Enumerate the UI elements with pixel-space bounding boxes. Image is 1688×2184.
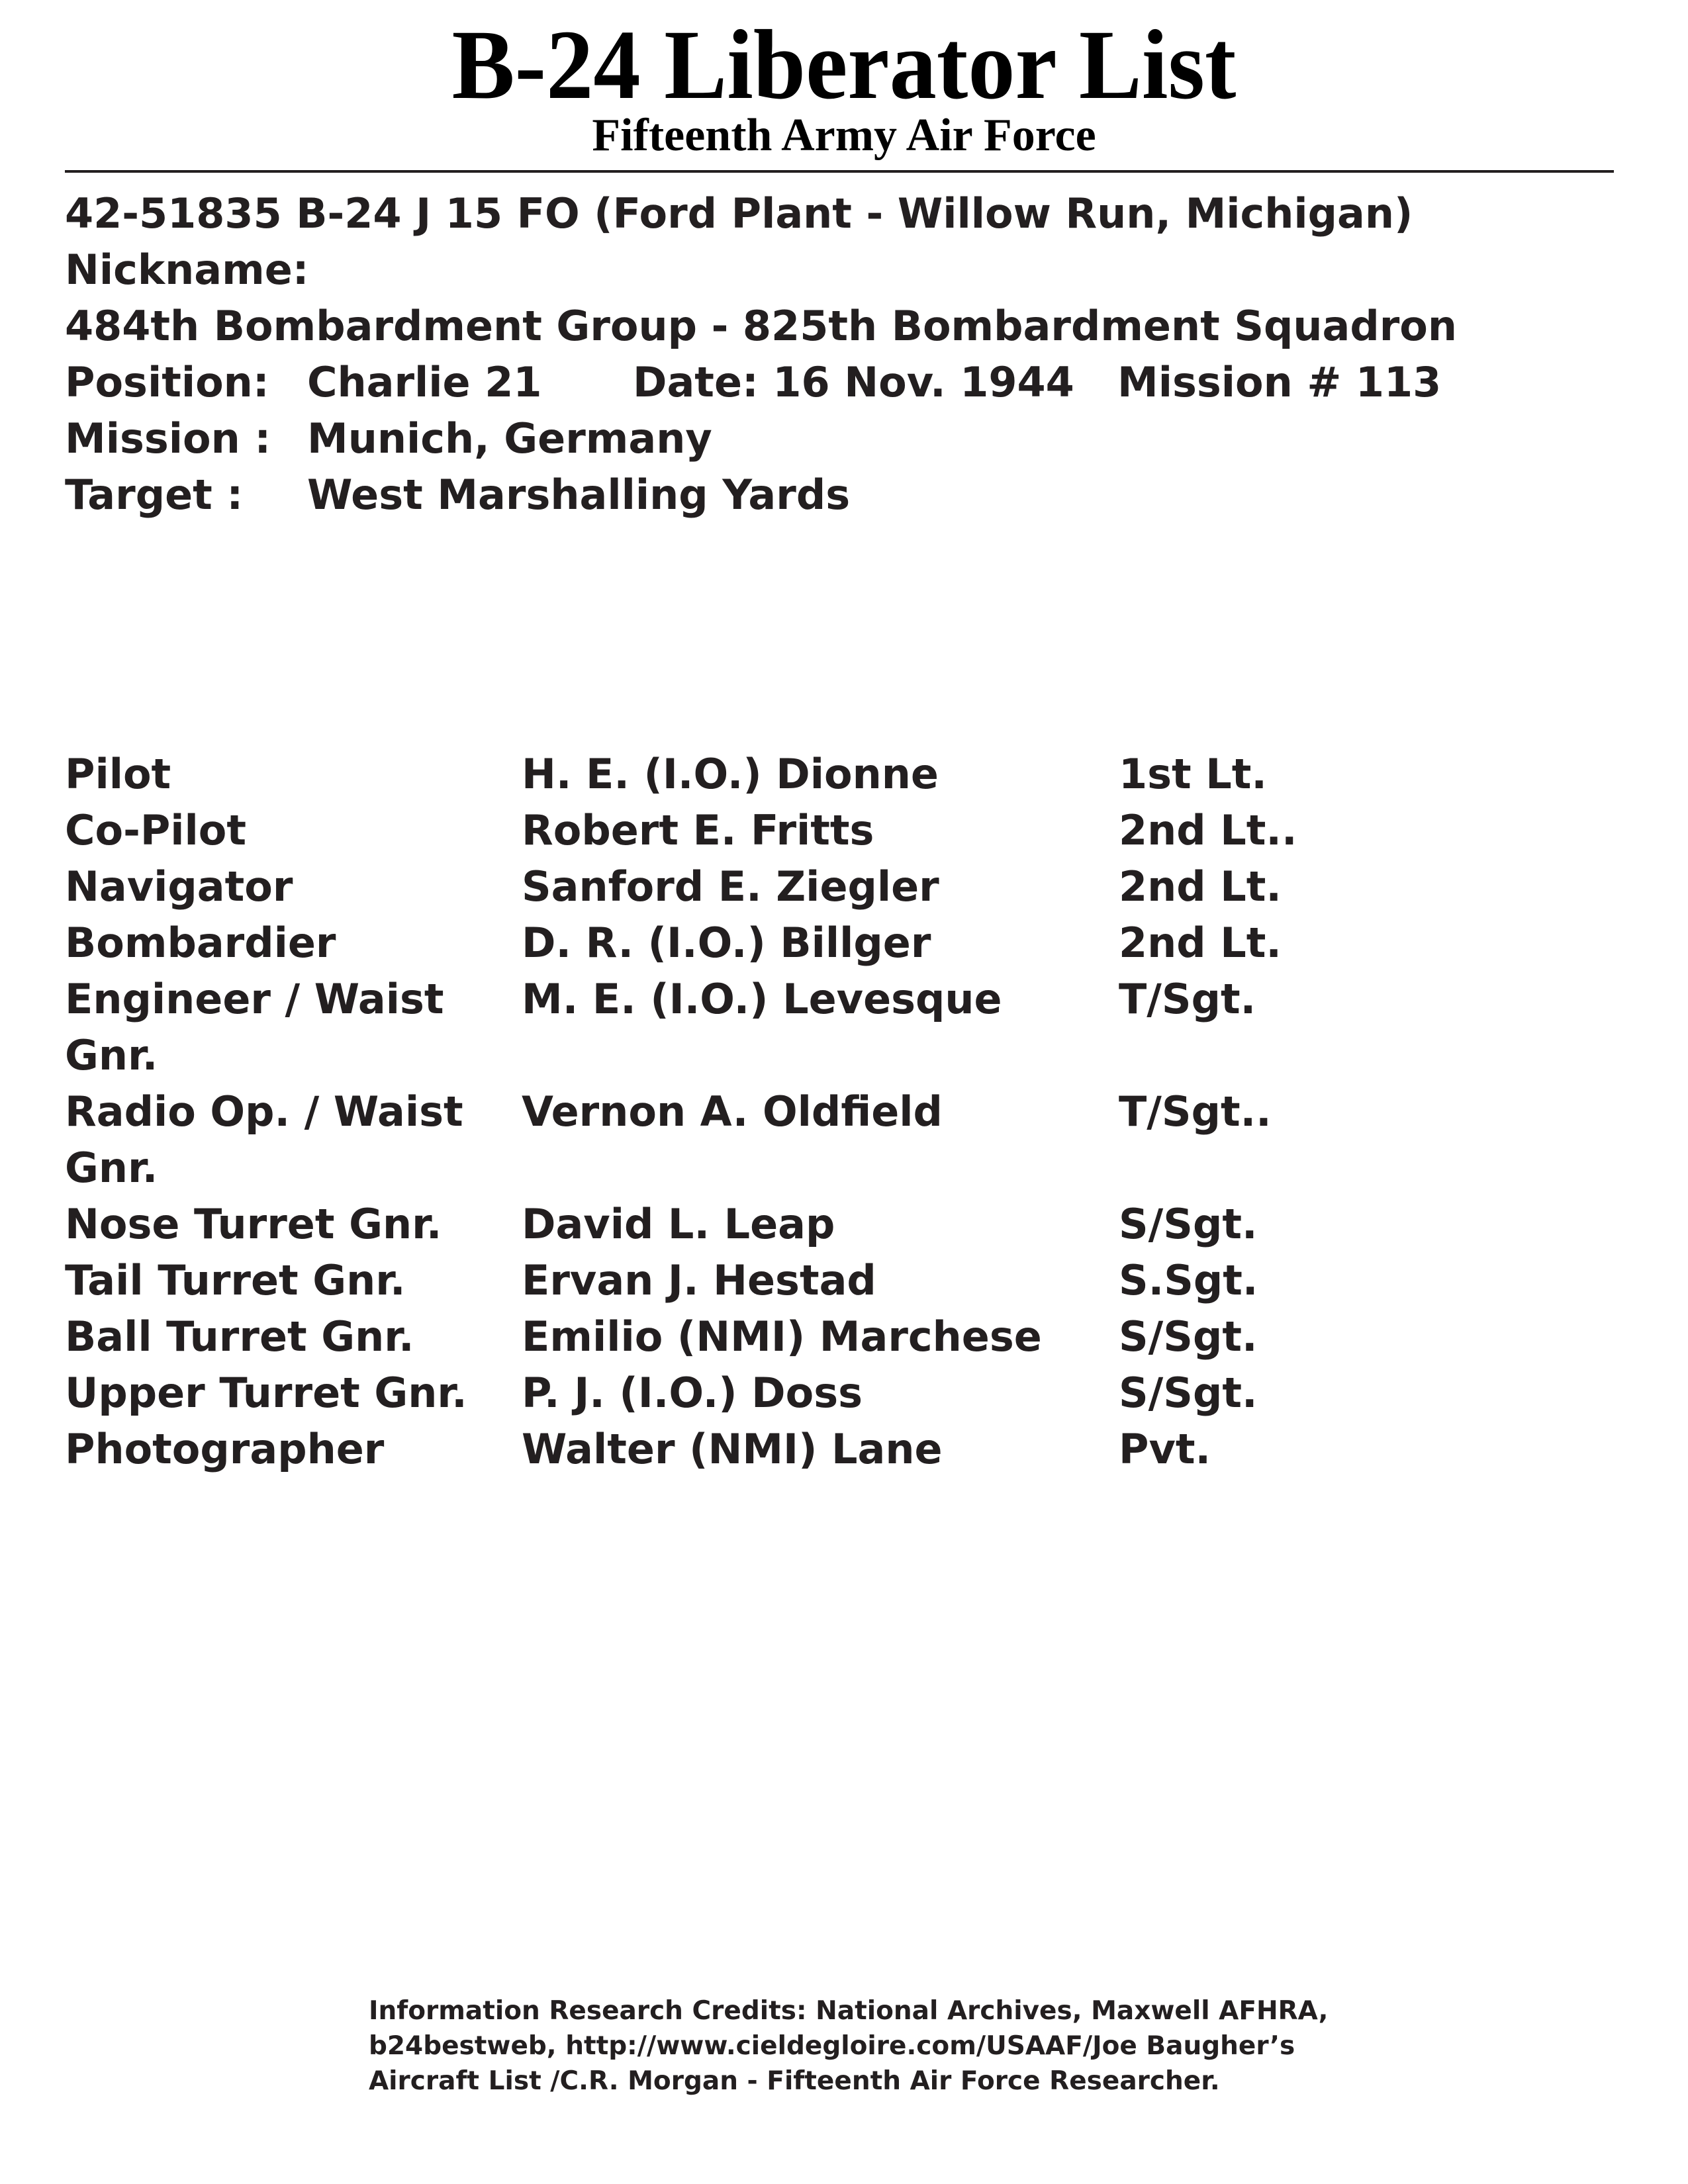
crew-position: Pilot <box>65 750 171 798</box>
crew-rank: S/Sgt. <box>1119 1312 1258 1361</box>
crew-rank: S/Sgt. <box>1119 1200 1258 1248</box>
nickname-label: Nickname: <box>65 246 309 294</box>
crew-position: Photographer <box>65 1425 385 1473</box>
page-subtitle: Fifteenth Army Air Force <box>592 110 1096 161</box>
crew-row <box>65 1252 1258 1308</box>
crew-row <box>65 802 1297 858</box>
credits-line: b24bestweb, http://www.cieldegloire.com/USAAF/Joe Baugher’s <box>369 2031 1295 2061</box>
mission-value: Munich, Germany <box>307 414 712 463</box>
crew-row <box>65 1196 1258 1252</box>
crew-row <box>65 915 1282 971</box>
crew-row <box>65 1365 1258 1421</box>
serial-line: 42-51835 B-24 J 15 FO (Ford Plant - Willow Run, Michigan) <box>65 189 1413 238</box>
research-credits <box>369 1993 1428 2099</box>
crew-row <box>65 971 1256 1083</box>
crew-position: Upper Turret Gnr. <box>65 1369 467 1417</box>
aircraft-info <box>65 185 1457 523</box>
crew-rank: 2nd Lt. <box>1119 862 1282 911</box>
crew-rank: S/Sgt. <box>1119 1369 1258 1417</box>
crew-position: Navigator <box>65 862 293 911</box>
crew-name: Ervan J. Hestad <box>522 1256 876 1304</box>
crew-rank: S.Sgt. <box>1119 1256 1258 1304</box>
unit-line: 484th Bombardment Group - 825th Bombardment Squadron <box>65 302 1458 350</box>
crew-rank: 2nd Lt.. <box>1119 806 1297 854</box>
target-value: West Marshalling Yards <box>307 471 851 519</box>
credits-line: Information Research Credits: National Archives, Maxwell AFHRA, <box>369 1996 1329 2026</box>
crew-position: Co-Pilot <box>65 806 247 854</box>
page-title: B-24 Liberator List <box>451 10 1237 120</box>
mission-date: Date: 16 Nov. 1944 <box>633 358 1074 406</box>
crew-position: Tail Turret Gnr. <box>65 1256 406 1304</box>
crew-position: Bombardier <box>65 919 336 967</box>
crew-name: Sanford E. Ziegler <box>522 862 939 911</box>
credits-line: Aircraft List /C.R. Morgan - Fifteenth Air Force Researcher. <box>369 2066 1220 2096</box>
target-label: Target : <box>65 471 244 519</box>
crew-name: M. E. (I.O.) Levesque <box>522 975 1002 1023</box>
crew-row <box>65 1083 1272 1196</box>
crew-row <box>65 746 1267 802</box>
crew-name: David L. Leap <box>522 1200 835 1248</box>
position-value: Charlie 21 <box>307 358 542 406</box>
mission-line <box>65 410 1457 467</box>
position-line <box>65 354 1457 410</box>
crew-rank: 1st Lt. <box>1119 750 1267 798</box>
crew-position: Radio Op. / Waist Gnr. <box>65 1087 463 1192</box>
target-line <box>65 467 1457 523</box>
title-divider <box>65 170 1614 173</box>
crew-name: Vernon A. Oldfield <box>522 1087 943 1136</box>
crew-name: Walter (NMI) Lane <box>522 1425 943 1473</box>
nickname-line <box>65 242 1457 298</box>
crew-name: Robert E. Fritts <box>522 806 874 854</box>
crew-name: D. R. (I.O.) Billger <box>522 919 931 967</box>
crew-position: Nose Turret Gnr. <box>65 1200 442 1248</box>
crew-row <box>65 1308 1258 1365</box>
crew-list <box>65 746 1297 1477</box>
crew-name: H. E. (I.O.) Dionne <box>522 750 939 798</box>
crew-position: Engineer / Waist Gnr. <box>65 975 444 1079</box>
crew-name: P. J. (I.O.) Doss <box>522 1369 863 1417</box>
position-label: Position: <box>65 358 269 406</box>
mission-label: Mission : <box>65 414 271 463</box>
crew-row <box>65 858 1282 915</box>
crew-name: Emilio (NMI) Marchese <box>522 1312 1042 1361</box>
crew-rank: Pvt. <box>1119 1425 1211 1473</box>
crew-row <box>65 1421 1211 1477</box>
crew-position: Ball Turret Gnr. <box>65 1312 414 1361</box>
crew-rank: T/Sgt. <box>1119 975 1256 1023</box>
crew-rank: 2nd Lt. <box>1119 919 1282 967</box>
mission-number: Mission # 113 <box>1117 358 1442 406</box>
crew-rank: T/Sgt.. <box>1119 1087 1272 1136</box>
